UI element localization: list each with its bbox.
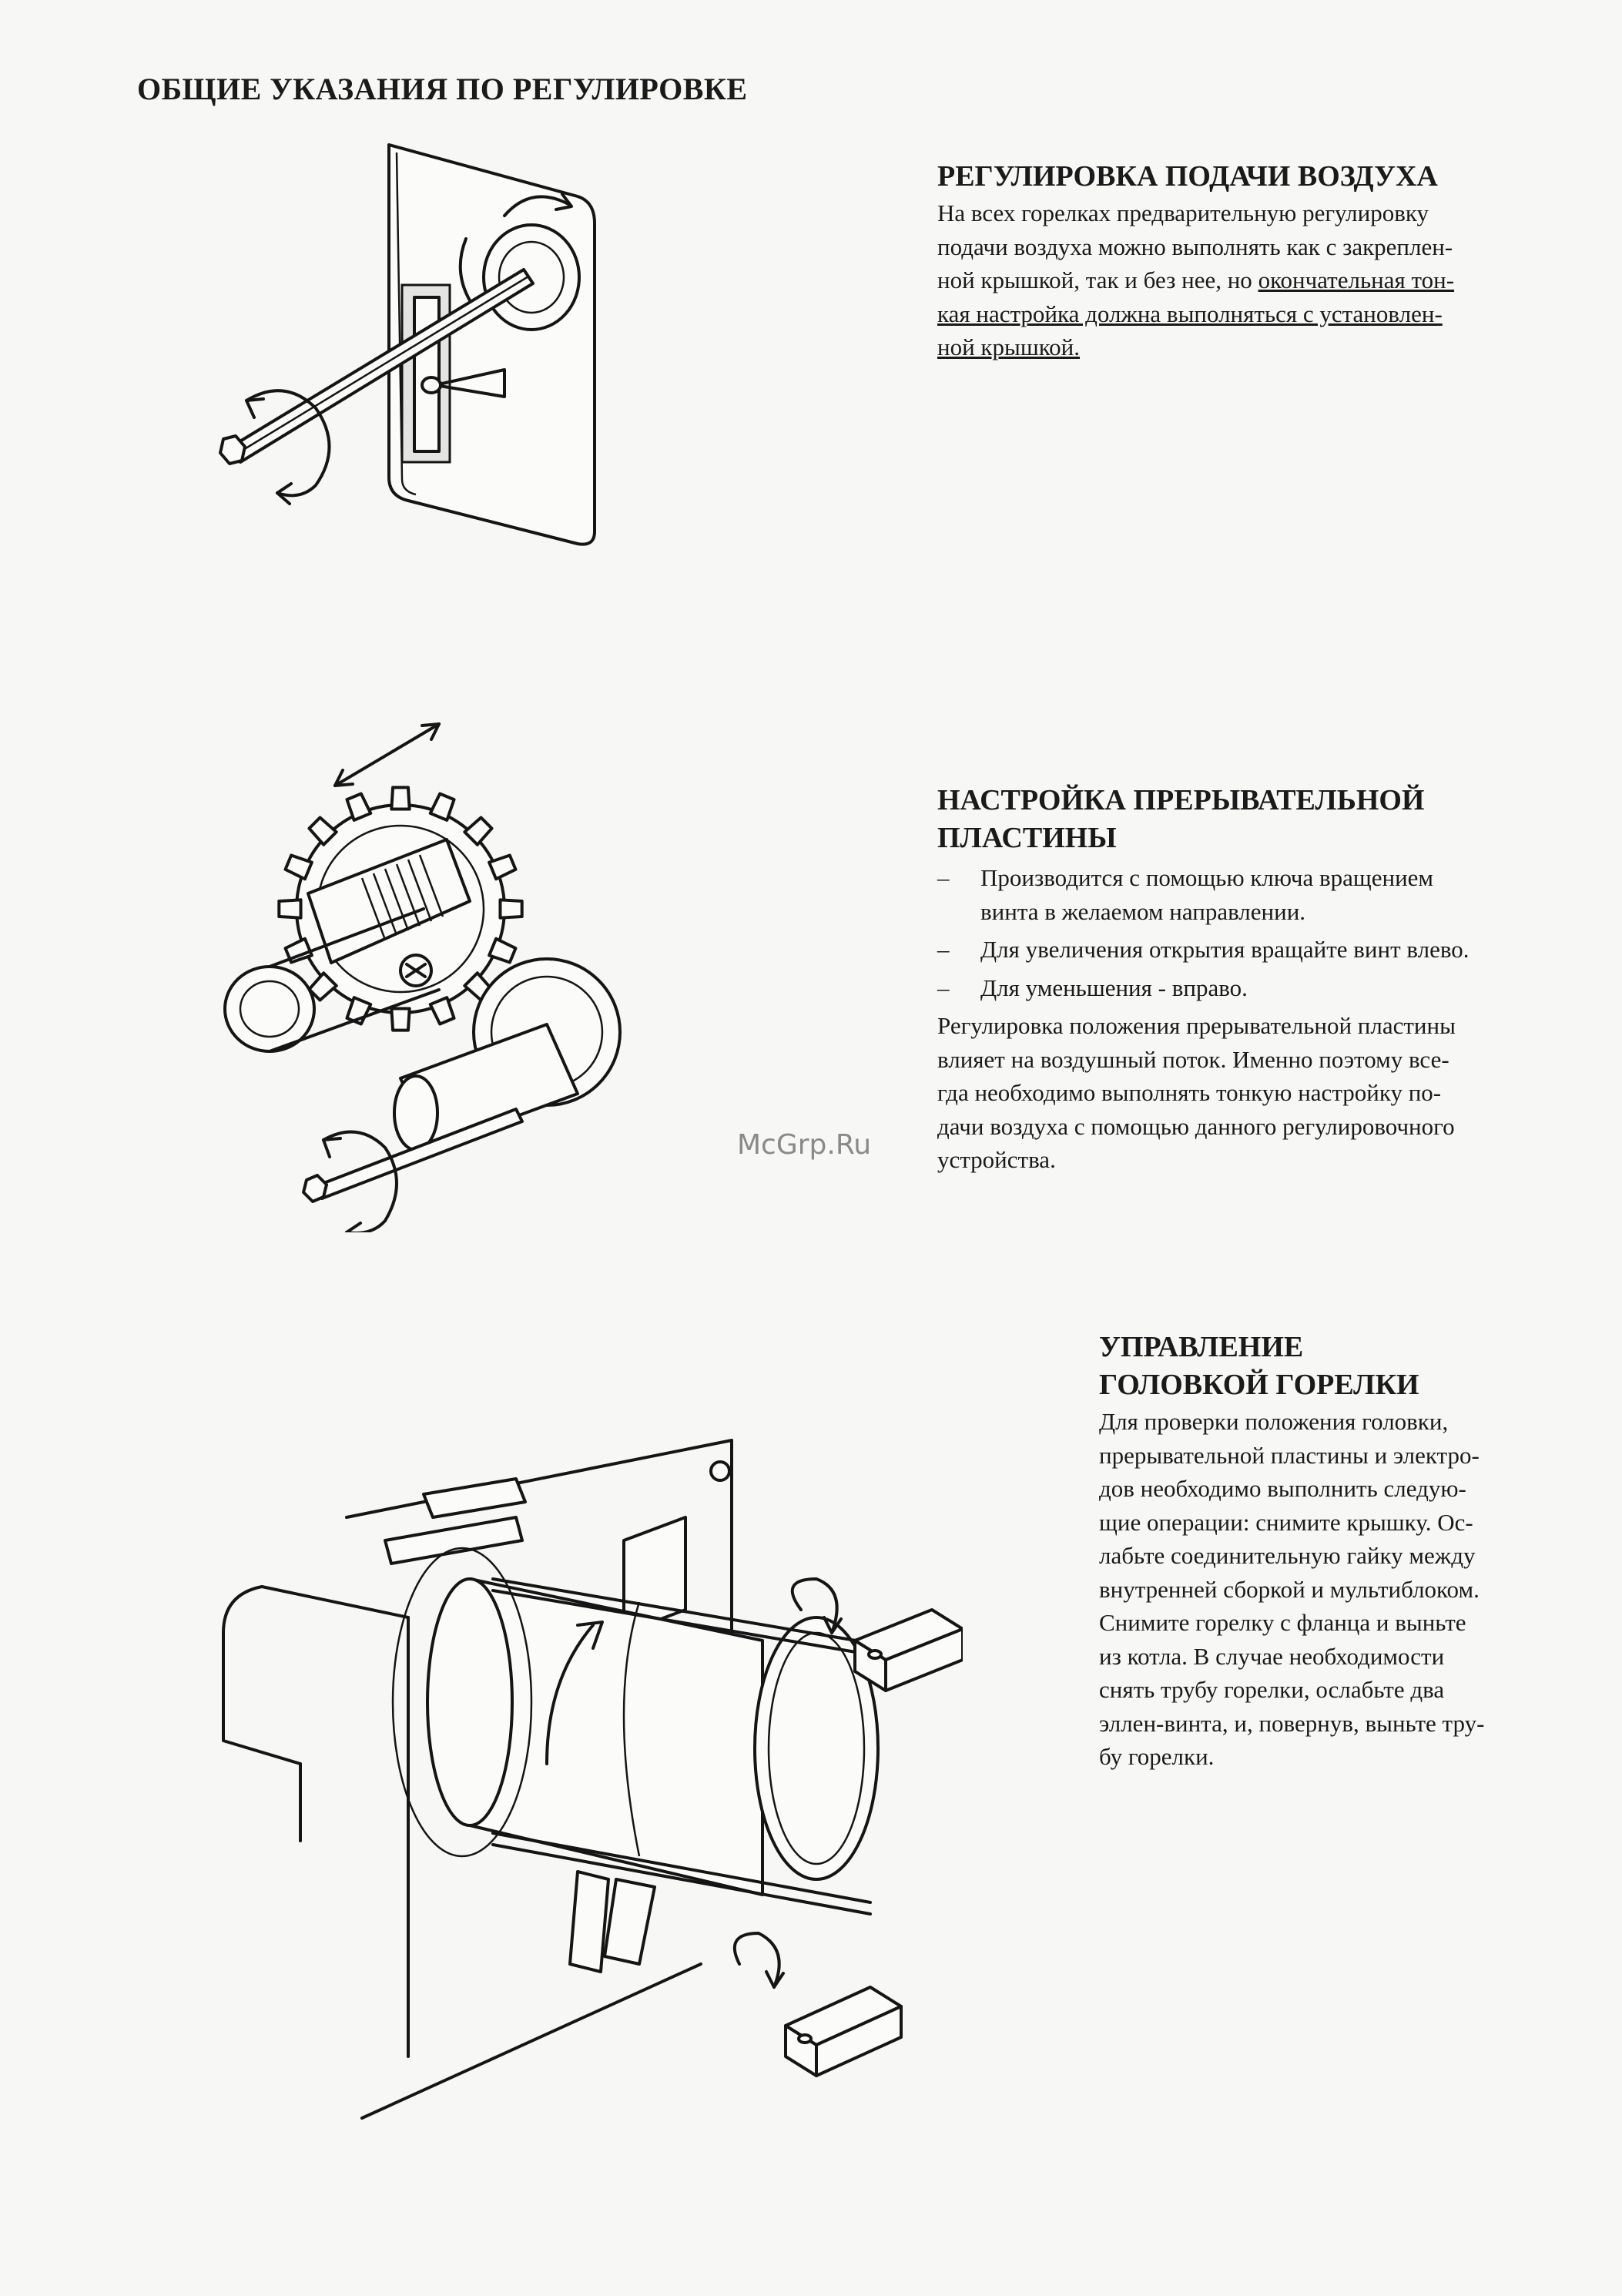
shutter-instructions-list <box>937 861 1470 1004</box>
list-item-line-1: Для уменьшения - вправо. <box>980 974 1248 1001</box>
air-supply-line-3 <box>937 263 1454 297</box>
shutter-gears-figure <box>208 709 670 1232</box>
gear-tooth <box>500 900 521 917</box>
burner-line-9: снять трубу горелки, ослабьте два <box>1099 1676 1445 1703</box>
housing-edge <box>223 1587 408 1633</box>
rotation-arrow-icon <box>735 1933 779 1987</box>
shutter-paragraph-line-2: влияет на воздушный поток. Именно поэтому все- <box>937 1045 1449 1073</box>
burner-line-1: Для проверки положения головки, <box>1099 1408 1449 1435</box>
burner-line-8: из котла. В случае необходимости <box>1099 1642 1445 1670</box>
burner-heading-line-1: УПРАВЛЕНИЕ <box>1099 1331 1304 1363</box>
gear-tooth <box>391 1008 409 1030</box>
list-dash: – <box>937 936 950 963</box>
air-supply-line-3-plain: ной крышкой, так и без нее, но <box>937 266 1258 293</box>
watermark: McGrp.Ru <box>737 1129 872 1161</box>
list-item <box>937 971 1470 1005</box>
list-item-line-1: Для увеличения открытия вращайте винт влево. <box>980 936 1470 963</box>
list-item-line-1: Производится с помощью ключа вращением <box>980 864 1434 891</box>
burner-line-2: прерывательной пластины и электро- <box>1099 1441 1480 1469</box>
page-title: ОБЩИЕ УКАЗАНИЯ ПО РЕГУЛИРОВКЕ <box>137 72 748 106</box>
bolt-hole <box>711 1462 729 1480</box>
air-supply-line-1: На всех горелках предварительную регулировку <box>937 199 1429 226</box>
shutter-heading-line-1: НАСТРОЙКА ПРЕРЫВАТЕЛЬНОЙ <box>937 784 1425 816</box>
shutter-paragraph-line-3: гда необходимо выполнять тонкую настройку по- <box>937 1079 1442 1106</box>
shutter-paragraph-line-1: Регулировка положения прерывательной пластины <box>937 1012 1456 1039</box>
gear-tooth <box>279 900 300 917</box>
air-adjust-key-figure <box>200 131 632 562</box>
burner-head-section <box>1099 1329 1484 1774</box>
burner-heading-line-2: ГОЛОВКОЙ ГОРЕЛКИ <box>1099 1369 1419 1401</box>
burner-line-5: лабьте соединительную гайку между <box>1099 1542 1476 1569</box>
list-dash: – <box>937 974 950 1001</box>
list-item-line-2: винта в желаемом направлении. <box>980 897 1306 925</box>
shutter-plate-section <box>937 783 1470 1177</box>
air-fin <box>570 1872 608 1972</box>
shutter-paragraph-line-5: устройства. <box>937 1146 1056 1173</box>
burner-line-7: Снимите горелку с фланца и выньте <box>1099 1609 1466 1636</box>
burner-line-10: эллен-винта, и, повернув, выньте тру- <box>1099 1709 1485 1737</box>
adjust-dial <box>484 225 579 330</box>
air-supply-line-5: ной крышкой. <box>937 334 1081 360</box>
double-arrow-icon <box>335 724 439 786</box>
list-item <box>937 861 1470 928</box>
air-supply-section <box>937 159 1454 364</box>
flange-tab <box>424 1479 525 1517</box>
gear-tooth <box>391 787 409 809</box>
list-item <box>937 933 1470 967</box>
list-dash: – <box>937 864 950 891</box>
hex-key-end <box>220 436 245 464</box>
burner-line-6: внутренней сборкой и мультиблоком. <box>1099 1575 1480 1603</box>
burner-head-figure <box>208 1286 963 2141</box>
burner-line-4: щие операции: снимите крышку. Ос- <box>1099 1508 1473 1536</box>
housing-top-edge <box>347 1440 732 1517</box>
air-supply-line-2: подачи воздуха можно выполнять как с закреплен- <box>937 233 1453 260</box>
air-supply-line-3-underlined: окончательная тон- <box>1258 266 1455 293</box>
burner-line-11: бу горелки. <box>1099 1743 1215 1770</box>
shutter-paragraph-line-4: дачи воздуха с помощью данного регулировочного <box>937 1112 1455 1140</box>
shutter-heading-line-2: ПЛАСТИНЫ <box>937 822 1117 854</box>
air-supply-heading: РЕГУЛИРОВКА ПОДАЧИ ВОЗДУХА <box>937 160 1438 193</box>
air-supply-line-4: кая настройка должна выполняться с установлен- <box>937 300 1443 327</box>
burner-line-3: дов необходимо выполнить следую- <box>1099 1475 1466 1502</box>
